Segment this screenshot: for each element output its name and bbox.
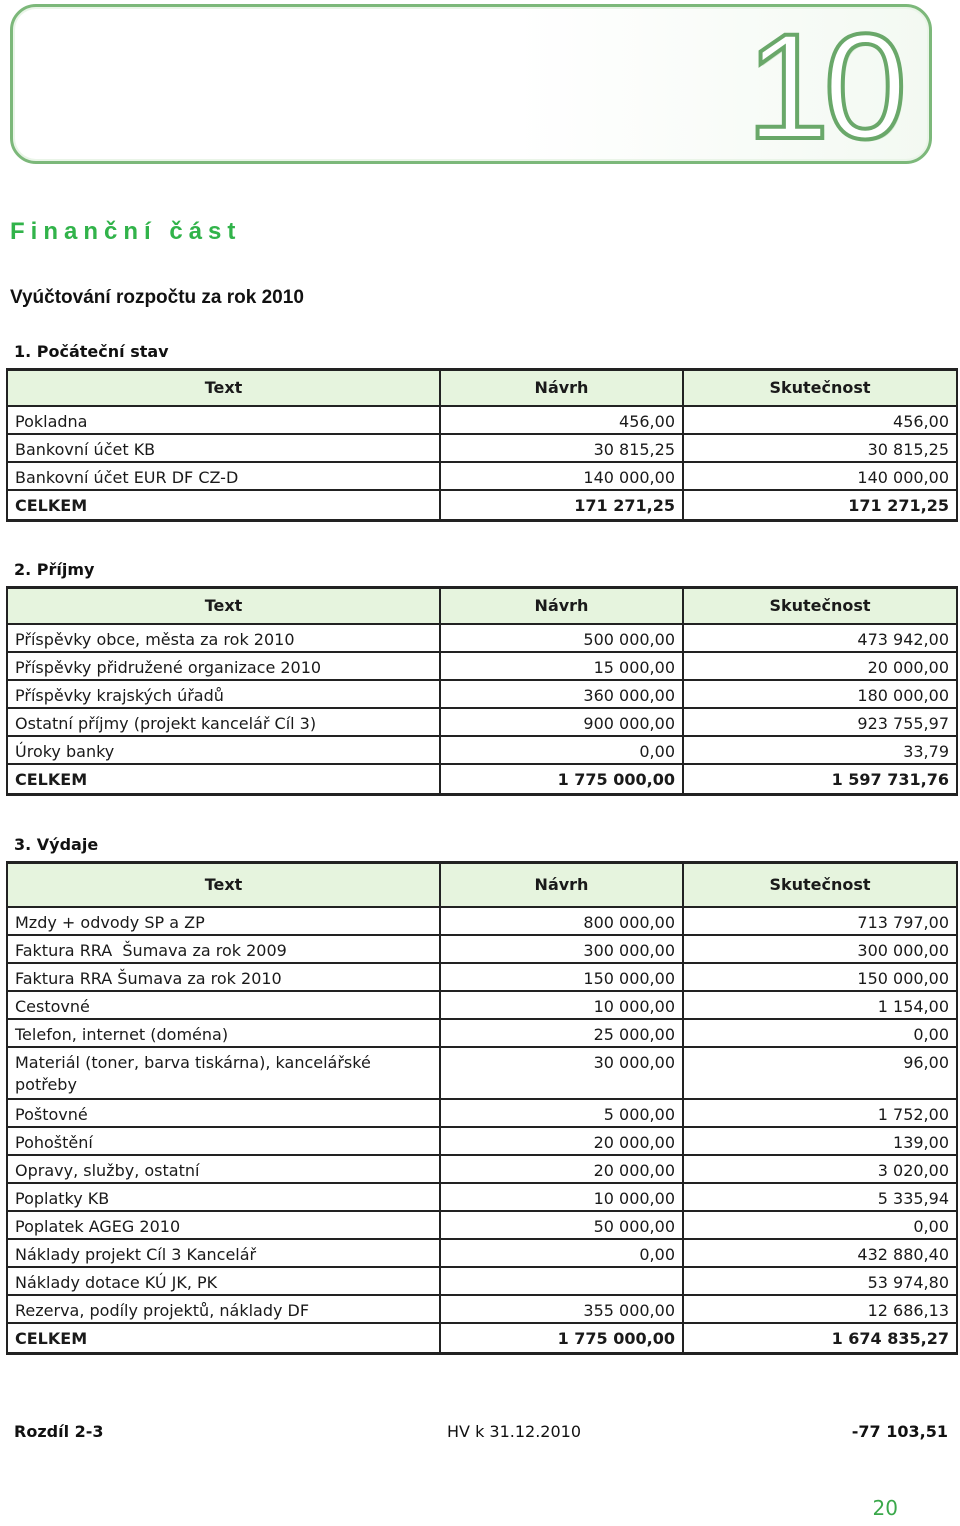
column-header-navrh: Návrh (440, 588, 683, 625)
row-navrh: 355 000,00 (440, 1295, 683, 1323)
row-label: Bankovní účet EUR DF CZ-D (7, 462, 440, 490)
section-heading-opening-balance: 1. Počáteční stav (14, 342, 169, 361)
table-row (7, 1211, 957, 1239)
table-row (7, 708, 957, 736)
row-label: Faktura RRA Šumava za rok 2009 (7, 935, 440, 963)
document-title: Vyúčtování rozpočtu za rok 2010 (10, 287, 304, 308)
table-row (7, 1127, 957, 1155)
difference-label: Rozdíl 2-3 (14, 1422, 104, 1441)
row-navrh: 0,00 (440, 736, 683, 764)
total-label: CELKEM (7, 764, 440, 794)
row-skutecnost: 150 000,00 (683, 963, 957, 991)
row-skutecnost: 473 942,00 (683, 624, 957, 652)
table-row (7, 1295, 957, 1323)
row-label: Rezerva, podíly projektů, náklady DF (7, 1295, 440, 1323)
row-label: Mzdy + odvody SP a ZP (7, 907, 440, 935)
row-label: Pohoštění (7, 1127, 440, 1155)
row-navrh: 500 000,00 (440, 624, 683, 652)
row-navrh: 30 815,25 (440, 434, 683, 462)
table-row (7, 963, 957, 991)
row-navrh (440, 1267, 683, 1295)
table-row (7, 991, 957, 1019)
row-label: Příspěvky přidružené organizace 2010 (7, 652, 440, 680)
row-label: Příspěvky obce, města za rok 2010 (7, 624, 440, 652)
column-header-text: Text (7, 370, 440, 407)
total-skutecnost: 171 271,25 (683, 490, 957, 520)
row-label: Materiál (toner, barva tiskárna), kancelářské potřeby (7, 1047, 440, 1099)
column-header-text: Text (7, 588, 440, 625)
row-skutecnost: 1 752,00 (683, 1099, 957, 1127)
row-label: Bankovní účet KB (7, 434, 440, 462)
column-header-skutecnost: Skutečnost (683, 370, 957, 407)
row-label: Telefon, internet (doména) (7, 1019, 440, 1047)
row-skutecnost: 180 000,00 (683, 680, 957, 708)
row-skutecnost: 140 000,00 (683, 462, 957, 490)
table-row (7, 935, 957, 963)
row-navrh: 900 000,00 (440, 708, 683, 736)
column-header-skutecnost: Skutečnost (683, 863, 957, 908)
row-skutecnost: 1 154,00 (683, 991, 957, 1019)
row-navrh: 20 000,00 (440, 1127, 683, 1155)
table-row (7, 1239, 957, 1267)
row-skutecnost: 0,00 (683, 1211, 957, 1239)
row-navrh: 0,00 (440, 1239, 683, 1267)
table-header-row (7, 588, 957, 625)
row-label: Poštovné (7, 1099, 440, 1127)
row-skutecnost: 432 880,40 (683, 1239, 957, 1267)
row-skutecnost: 96,00 (683, 1047, 957, 1099)
row-skutecnost: 5 335,94 (683, 1183, 957, 1211)
row-navrh: 20 000,00 (440, 1155, 683, 1183)
row-label: Příspěvky krajských úřadů (7, 680, 440, 708)
total-row (7, 490, 957, 520)
chapter-number: 10 (746, 2, 901, 170)
row-navrh: 5 000,00 (440, 1099, 683, 1127)
row-navrh: 360 000,00 (440, 680, 683, 708)
row-label: Náklady projekt Cíl 3 Kancelář (7, 1239, 440, 1267)
table-row (7, 1155, 957, 1183)
row-skutecnost: 300 000,00 (683, 935, 957, 963)
table-row (7, 624, 957, 652)
row-navrh: 140 000,00 (440, 462, 683, 490)
row-label: Faktura RRA Šumava za rok 2010 (7, 963, 440, 991)
table-row (7, 406, 957, 434)
row-navrh: 25 000,00 (440, 1019, 683, 1047)
row-navrh: 10 000,00 (440, 991, 683, 1019)
column-header-skutecnost: Skutečnost (683, 588, 957, 625)
difference-value: -77 103,51 (851, 1422, 948, 1441)
row-navrh: 456,00 (440, 406, 683, 434)
row-skutecnost: 3 020,00 (683, 1155, 957, 1183)
row-navrh: 15 000,00 (440, 652, 683, 680)
column-header-text: Text (7, 863, 440, 908)
row-label: Opravy, služby, ostatní (7, 1155, 440, 1183)
row-label: Cestovné (7, 991, 440, 1019)
row-label: Ostatní příjmy (projekt kancelář Cíl 3) (7, 708, 440, 736)
chapter-banner (10, 2, 932, 170)
table-row (7, 907, 957, 935)
total-navrh: 1 775 000,00 (440, 1323, 683, 1353)
row-skutecnost: 0,00 (683, 1019, 957, 1047)
income-table (6, 586, 958, 796)
section-title: Finanční část (10, 218, 242, 245)
table-header-row (7, 863, 957, 908)
expenses-table (6, 861, 958, 1355)
row-navrh: 800 000,00 (440, 907, 683, 935)
row-skutecnost: 30 815,25 (683, 434, 957, 462)
row-label: Poplatek AGEG 2010 (7, 1211, 440, 1239)
table-row (7, 1267, 957, 1295)
total-navrh: 1 775 000,00 (440, 764, 683, 794)
total-skutecnost: 1 597 731,76 (683, 764, 957, 794)
table-row (7, 462, 957, 490)
table-row (7, 680, 957, 708)
table-row (7, 1047, 957, 1099)
row-label: Náklady dotace KÚ JK, PK (7, 1267, 440, 1295)
section-heading-income: 2. Příjmy (14, 560, 95, 579)
row-navrh: 30 000,00 (440, 1047, 683, 1099)
difference-note: HV k 31.12.2010 (447, 1422, 582, 1441)
row-label: Poplatky KB (7, 1183, 440, 1211)
opening-balance-table (6, 368, 958, 522)
row-skutecnost: 53 974,80 (683, 1267, 957, 1295)
table-row (7, 652, 957, 680)
total-label: CELKEM (7, 1323, 440, 1353)
table-row (7, 1183, 957, 1211)
page-number: 20 (872, 1496, 898, 1520)
table-header-row (7, 370, 957, 407)
row-label: Úroky banky (7, 736, 440, 764)
row-skutecnost: 456,00 (683, 406, 957, 434)
row-skutecnost: 923 755,97 (683, 708, 957, 736)
row-navrh: 50 000,00 (440, 1211, 683, 1239)
row-skutecnost: 12 686,13 (683, 1295, 957, 1323)
total-row (7, 764, 957, 794)
row-skutecnost: 139,00 (683, 1127, 957, 1155)
total-label: CELKEM (7, 490, 440, 520)
column-header-navrh: Návrh (440, 370, 683, 407)
difference-row (14, 1422, 948, 1444)
section-heading-expenses: 3. Výdaje (14, 835, 99, 854)
table-row (7, 736, 957, 764)
row-navrh: 10 000,00 (440, 1183, 683, 1211)
row-skutecnost: 20 000,00 (683, 652, 957, 680)
row-navrh: 300 000,00 (440, 935, 683, 963)
row-skutecnost: 713 797,00 (683, 907, 957, 935)
row-skutecnost: 33,79 (683, 736, 957, 764)
total-skutecnost: 1 674 835,27 (683, 1323, 957, 1353)
total-row (7, 1323, 957, 1353)
table-row (7, 1099, 957, 1127)
row-label: Pokladna (7, 406, 440, 434)
column-header-navrh: Návrh (440, 863, 683, 908)
row-navrh: 150 000,00 (440, 963, 683, 991)
table-row (7, 1019, 957, 1047)
table-row (7, 434, 957, 462)
total-navrh: 171 271,25 (440, 490, 683, 520)
